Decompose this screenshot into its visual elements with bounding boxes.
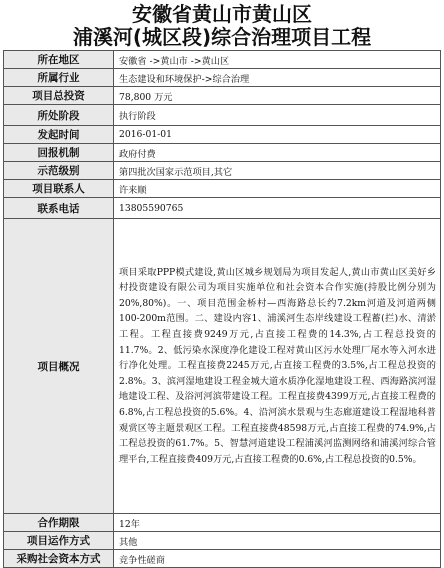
row-demo-level xyxy=(4,162,441,180)
value-start-date: 2016-01-01 xyxy=(114,126,441,144)
value-procurement-method: 竞争性磋商 xyxy=(114,550,441,568)
value-contact-person: 许来顺 xyxy=(114,180,441,198)
row-start-date xyxy=(4,126,441,144)
title-line-2: 浦溪河(城区段)综合治理项目工程 xyxy=(72,25,372,49)
document-title xyxy=(0,0,444,49)
label-contact-phone: 联系电话 xyxy=(4,198,114,219)
label-cooperation-term: 合作期限 xyxy=(4,514,114,532)
value-operation-mode: 其他 xyxy=(114,532,441,550)
value-region: 安徽省 ->黄山市 ->黄山区 xyxy=(114,51,441,69)
row-industry xyxy=(4,69,441,87)
row-stage xyxy=(4,105,441,126)
row-procurement-method xyxy=(4,550,441,568)
row-contact-phone xyxy=(4,198,441,219)
row-region xyxy=(4,51,441,69)
label-industry: 所属行业 xyxy=(4,69,114,87)
row-return-mechanism xyxy=(4,144,441,162)
label-contact-person: 项目联系人 xyxy=(4,180,114,198)
value-stage: 执行阶段 xyxy=(114,105,441,126)
value-industry: 生态建设和环境保护->综合治理 xyxy=(114,69,441,87)
row-contact-person xyxy=(4,180,441,198)
label-return-mechanism: 回报机制 xyxy=(4,144,114,162)
label-operation-mode: 项目运作方式 xyxy=(4,532,114,550)
label-region: 所在地区 xyxy=(4,51,114,69)
row-cooperation-term xyxy=(4,514,441,532)
value-overview: 项目采取PPP模式建设,黄山区城乡规划局为项目发起人,黄山市黄山区美好乡村投资建设有限公司为项目实施单位和社会资本合作实施(持股比例分别为20%,80%)。一、项目范围金桥村—西海路总长约7.2km河道及河道两侧100-200m范围。二、建设内容1、浦溪河生态岸线建设工程蓄(拦)水、清淤工程。工程直接费9249万元,占直接工程费的14.3%,占工程总投资的11.7%。2、低污染水深度净化建设工程对黄山区污水处理厂尾水等入河水进行净化处理。工程直接费2245万元,占直接工程费的3.5%,占工程总投资的2.8%。3、滨河湿地建设工程金城大道水质净化湿地建设工程、西海路滨河湿地建设工程、及浴河河滨带建设工程。工程直接费4399万元,占直接工程费的6.8%,占工程总投资的5.6%。4、沿河滨水景观与生态廊道建设工程湿地科普观赏区等主题景观区工程。工程直接费48598万元,占直接工程费的74.9%,占工程总投资的61.7%。5、智慧河道建设工程浦溪河监测网络和浦溪河综合管理平台,工程直接费409万元,占直接工程费的0.6%,占工程总投资的0.5%。 xyxy=(114,219,441,514)
project-info-table xyxy=(3,50,441,568)
label-demo-level: 示范级别 xyxy=(4,162,114,180)
label-total-investment: 项目总投资 xyxy=(4,87,114,105)
row-operation-mode xyxy=(4,532,441,550)
label-start-date: 发起时间 xyxy=(4,126,114,144)
value-contact-phone: 13805590765 xyxy=(114,198,441,219)
label-procurement-method: 采购社会资本方式 xyxy=(4,550,114,568)
label-overview: 项目概况 xyxy=(4,219,114,514)
row-total-investment xyxy=(4,87,441,105)
label-stage: 所处阶段 xyxy=(4,105,114,126)
value-demo-level: 第四批次国家示范项目,其它 xyxy=(114,162,441,180)
value-total-investment: 78,800 万元 xyxy=(114,87,441,105)
value-return-mechanism: 政府付费 xyxy=(114,144,441,162)
value-cooperation-term: 12年 xyxy=(114,514,441,532)
row-overview xyxy=(4,219,441,514)
title-line-1: 安徽省黄山市黄山区 xyxy=(132,2,312,26)
